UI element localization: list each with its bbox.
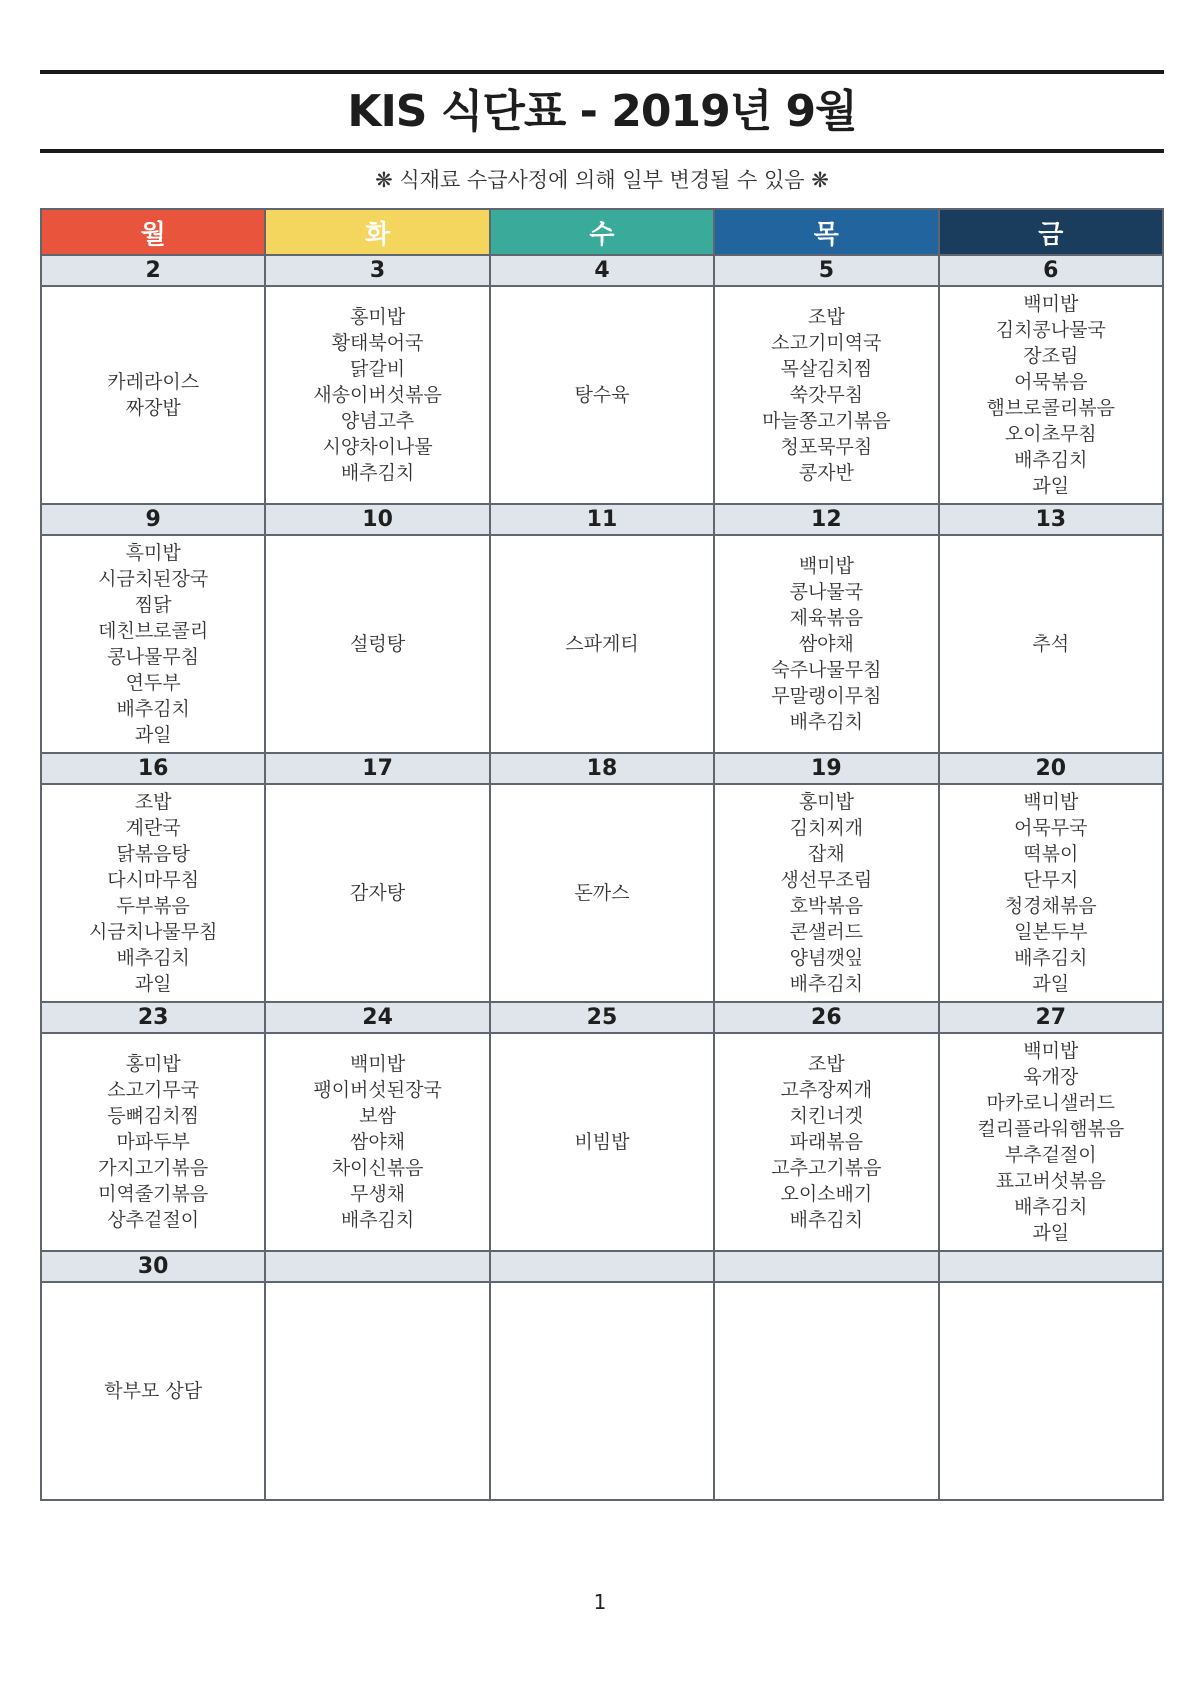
menu-item: 목살김치찜 (780, 358, 873, 380)
menu-cell (41, 1033, 265, 1251)
menu-item: 콘샐러드 (789, 921, 864, 943)
weekday-header-tue: 화 (265, 209, 489, 255)
page-title: KIS 식단표 - 2019년 9월 (347, 86, 857, 137)
menu-item: 부추겉절이 (1004, 1144, 1097, 1166)
menu-item: 미역줄기볶음 (98, 1183, 209, 1205)
menu-item: 일본두부 (1014, 921, 1088, 943)
date-cell: 3 (265, 255, 489, 286)
date-row (41, 504, 1163, 535)
meal-calendar (40, 208, 1164, 1501)
menu-item: 콩자반 (798, 462, 854, 484)
date-cell: 2 (41, 255, 265, 286)
date-cell: 6 (939, 255, 1163, 286)
menu-item: 과일 (134, 973, 172, 995)
menu-item: 닭볶음탕 (116, 843, 190, 865)
weekday-header-wed: 수 (490, 209, 714, 255)
menu-item: 소고기무국 (107, 1079, 200, 1101)
menu-item: 무말랭이무침 (771, 685, 882, 707)
menu-cell (265, 286, 489, 504)
menu-item: 스파게티 (565, 633, 639, 655)
calendar-body (41, 255, 1163, 1500)
menu-row (41, 535, 1163, 753)
menu-item: 배추김치 (1014, 1196, 1088, 1218)
menu-item: 양념깻잎 (789, 947, 864, 969)
menu-item: 호박볶음 (789, 895, 864, 917)
menu-item: 조밥 (134, 791, 172, 813)
menu-item: 백미밥 (1023, 293, 1079, 315)
menu-item: 치킨너겟 (789, 1105, 864, 1127)
menu-item: 배추김치 (1014, 947, 1088, 969)
date-cell (714, 1251, 938, 1282)
menu-item: 시금치된장국 (98, 568, 209, 590)
date-cell: 24 (265, 1002, 489, 1033)
date-cell: 18 (490, 753, 714, 784)
menu-item: 상추겉절이 (107, 1209, 200, 1231)
top-rule (40, 70, 1164, 74)
menu-item: 백미밥 (350, 1053, 406, 1075)
menu-item: 추석 (1032, 633, 1070, 655)
date-row (41, 753, 1163, 784)
menu-item: 생선무조림 (780, 869, 873, 891)
menu-item: 쌈야채 (798, 633, 854, 655)
menu-item: 마늘쫑고기볶음 (762, 410, 891, 432)
menu-item: 제육볶음 (789, 607, 864, 629)
date-cell: 9 (41, 504, 265, 535)
weekday-header-row (41, 209, 1163, 255)
menu-item: 콩나물무침 (107, 646, 200, 668)
menu-item: 조밥 (808, 306, 845, 328)
menu-cell (714, 1282, 938, 1500)
menu-cell (714, 535, 938, 753)
date-cell (265, 1251, 489, 1282)
date-cell (490, 1251, 714, 1282)
menu-cell (265, 784, 489, 1002)
date-cell: 19 (714, 753, 938, 784)
date-cell: 17 (265, 753, 489, 784)
menu-item: 조밥 (808, 1053, 845, 1075)
menu-item: 시양차이나물 (322, 436, 433, 458)
menu-item: 청포묵무침 (780, 436, 873, 458)
menu-item: 홍미밥 (798, 791, 854, 813)
menu-item: 설렁탕 (350, 633, 406, 655)
menu-item: 찜닭 (134, 594, 172, 616)
date-row (41, 1002, 1163, 1033)
menu-cell (41, 535, 265, 753)
menu-item: 과일 (134, 724, 172, 746)
menu-item: 닭갈비 (350, 358, 406, 380)
weekday-header-thu: 목 (714, 209, 938, 255)
date-cell: 27 (939, 1002, 1163, 1033)
menu-item: 차이신볶음 (331, 1157, 424, 1179)
date-cell: 12 (714, 504, 938, 535)
menu-cell (41, 286, 265, 504)
date-cell: 10 (265, 504, 489, 535)
menu-cell (939, 535, 1163, 753)
menu-item: 육개장 (1023, 1066, 1079, 1088)
menu-item: 떡볶이 (1023, 843, 1079, 865)
menu-item: 팽이버섯된장국 (313, 1079, 442, 1101)
menu-item: 파래볶음 (789, 1131, 864, 1153)
weekday-header-mon: 월 (41, 209, 265, 255)
menu-row (41, 1033, 1163, 1251)
title-bottom-rule (40, 149, 1164, 153)
menu-item: 가지고기볶음 (98, 1157, 209, 1179)
menu-row (41, 784, 1163, 1002)
menu-item: 돈까스 (574, 882, 630, 904)
menu-item: 백미밥 (1023, 1040, 1079, 1062)
menu-item: 오이초무침 (1004, 423, 1097, 445)
menu-row (41, 1282, 1163, 1500)
menu-row (41, 286, 1163, 504)
menu-cell (490, 286, 714, 504)
menu-item: 배추김치 (789, 711, 864, 733)
menu-item: 과일 (1032, 973, 1070, 995)
menu-item: 연두부 (125, 672, 181, 694)
menu-item: 표고버섯볶음 (995, 1170, 1106, 1192)
menu-item: 데친브로콜리 (98, 620, 209, 642)
menu-cell (41, 784, 265, 1002)
menu-item: 감자탕 (350, 882, 406, 904)
weekday-header-fri: 금 (939, 209, 1163, 255)
menu-item: 두부볶음 (116, 895, 190, 917)
date-cell: 16 (41, 753, 265, 784)
menu-item: 숙주나물무침 (771, 659, 882, 681)
menu-item: 김치콩나물국 (995, 319, 1106, 341)
menu-item: 배추김치 (116, 698, 190, 720)
date-cell: 13 (939, 504, 1163, 535)
menu-item: 장조림 (1023, 345, 1079, 367)
menu-item: 계란국 (125, 817, 181, 839)
menu-item: 햄브로콜리볶음 (986, 397, 1116, 419)
menu-item: 홍미밥 (350, 306, 406, 328)
menu-item: 소고기미역국 (771, 332, 882, 354)
menu-item: 흑미밥 (125, 542, 181, 564)
date-row (41, 255, 1163, 286)
menu-item: 어묵볶음 (1014, 371, 1088, 393)
menu-item: 컬리플라워햄볶음 (977, 1118, 1125, 1140)
menu-cell (265, 535, 489, 753)
menu-item: 배추김치 (340, 462, 415, 484)
menu-item: 쑥갓무침 (789, 384, 864, 406)
menu-item: 비빔밥 (574, 1131, 630, 1153)
menu-cell (490, 1282, 714, 1500)
menu-cell (41, 1282, 265, 1500)
menu-item: 과일 (1032, 475, 1070, 497)
menu-cell (939, 286, 1163, 504)
menu-item: 카레라이스 (107, 371, 200, 393)
menu-item: 백미밥 (1023, 791, 1079, 813)
menu-item: 배추김치 (116, 947, 190, 969)
menu-item: 짜장밥 (125, 397, 181, 419)
menu-cell (714, 1033, 938, 1251)
menu-item: 다시마무침 (107, 869, 200, 891)
menu-item: 무생채 (350, 1183, 406, 1205)
date-cell: 30 (41, 1251, 265, 1282)
date-cell: 23 (41, 1002, 265, 1033)
menu-item: 배추김치 (1014, 449, 1088, 471)
date-cell: 11 (490, 504, 714, 535)
menu-item: 잡채 (808, 843, 845, 865)
date-cell: 4 (490, 255, 714, 286)
menu-item: 마카로니샐러드 (986, 1092, 1116, 1114)
menu-item: 쌈야채 (350, 1131, 406, 1153)
menu-item: 새송이버섯볶음 (313, 384, 442, 406)
menu-item: 탕수육 (574, 384, 630, 406)
date-cell: 5 (714, 255, 938, 286)
menu-item: 양념고추 (340, 410, 415, 432)
date-cell (939, 1251, 1163, 1282)
menu-item: 배추김치 (789, 973, 864, 995)
menu-cell (939, 1033, 1163, 1251)
menu-item: 청경채볶음 (1004, 895, 1097, 917)
menu-item: 홍미밥 (125, 1053, 181, 1075)
menu-item: 보쌈 (359, 1105, 396, 1127)
menu-cell (265, 1033, 489, 1251)
menu-item: 오이소배기 (780, 1183, 873, 1205)
date-cell: 26 (714, 1002, 938, 1033)
date-row (41, 1251, 1163, 1282)
menu-item: 시금치나물무침 (88, 921, 218, 943)
date-cell: 20 (939, 753, 1163, 784)
menu-item: 등뼈김치찜 (107, 1105, 200, 1127)
menu-cell (490, 784, 714, 1002)
page-number: 1 (593, 1590, 607, 1614)
menu-item: 마파두부 (116, 1131, 190, 1153)
menu-cell (490, 535, 714, 753)
menu-cell (714, 784, 938, 1002)
notice-text: ❋ 식재료 수급사정에 의해 일부 변경될 수 있음 ❋ (375, 168, 829, 192)
menu-item: 콩나물국 (789, 581, 864, 603)
menu-item: 고추장찌개 (780, 1079, 873, 1101)
menu-item: 배추김치 (789, 1209, 864, 1231)
menu-item: 고추고기볶음 (771, 1157, 882, 1179)
menu-item: 단무지 (1023, 869, 1079, 891)
menu-item: 어묵무국 (1014, 817, 1088, 839)
menu-item: 백미밥 (798, 555, 854, 577)
menu-item: 김치찌개 (789, 817, 864, 839)
menu-item: 배추김치 (340, 1209, 415, 1231)
menu-cell (939, 1282, 1163, 1500)
date-cell: 25 (490, 1002, 714, 1033)
menu-item: 황태북어국 (331, 332, 424, 354)
menu-cell (714, 286, 938, 504)
menu-cell (939, 784, 1163, 1002)
menu-item: 과일 (1032, 1222, 1070, 1244)
menu-cell (265, 1282, 489, 1500)
menu-cell (490, 1033, 714, 1251)
menu-item: 학부모 상담 (104, 1380, 203, 1402)
